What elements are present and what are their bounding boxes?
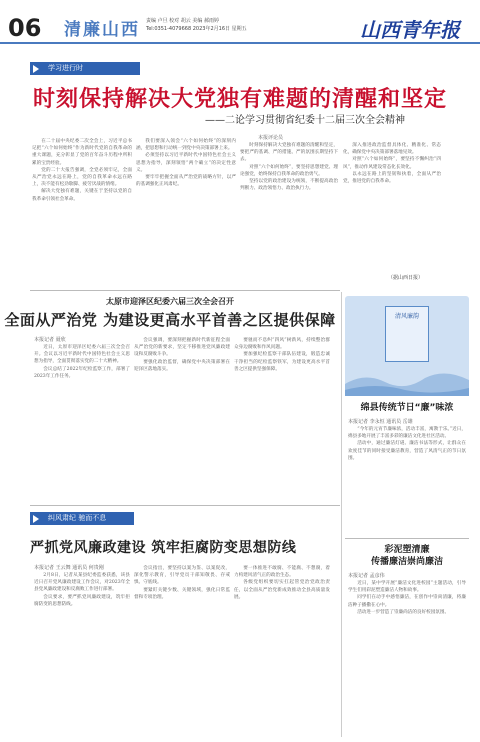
paragraph: 时刻保持解决大党独有难题的清醒和坚定，要把严的基调、严的措施、严的氛围长期坚持下去。	[240, 143, 338, 163]
triangle-icon	[33, 65, 39, 73]
sidebar-banner	[345, 296, 469, 396]
article-column	[348, 580, 466, 730]
article-column	[136, 138, 236, 285]
article-title-line2: 传播廉洁崇尚廉洁	[370, 557, 443, 567]
article-kicker: 太原市迎泽区纪委六届三次全会召开	[106, 297, 234, 306]
editors-line: 责编 卢旦 校对 胡云 美编 郝雨婷	[146, 18, 219, 24]
article-title: 严抓党风廉政建设 筑牢拒腐防变思想防线	[30, 540, 297, 556]
byline: 本报记者 聂欣	[34, 337, 66, 343]
subheadline: ——二论学习贯彻省纪委十二届三次全会精神	[205, 115, 405, 126]
paragraph: 以永远在路上的坚韧和执着，全面从严治党，推进党的自我革命。	[343, 171, 441, 185]
section-label	[30, 512, 134, 525]
byline: 本报记者 孟彦伟	[348, 573, 385, 579]
article-title: 全面从严治党 为建设更高水平首善之区提供保障	[4, 311, 336, 329]
article-column	[234, 565, 330, 732]
headline: 时刻保持解决大党独有难题的清醒和坚定	[32, 87, 447, 112]
byline: 本报记者 王云舞 通讯员 何贵刚	[34, 565, 104, 571]
section-label-text: 学习进行时	[48, 64, 83, 72]
newspaper-masthead: 山西青年报	[360, 18, 460, 42]
column-divider	[341, 292, 342, 737]
section-label-text: 纠风肃纪 驰而不息	[48, 514, 107, 522]
paragraph: 要加强纪检监察干部队伍建设，锻造忠诚干净担当的纪检监察铁军，为建设更高水平首善之区提供坚强保障。	[234, 352, 330, 372]
article-column	[240, 142, 338, 285]
column-name: 清廉山西	[64, 20, 140, 40]
article-title: 绵县传统节日“廉”味浓	[360, 403, 454, 413]
section-divider	[345, 538, 469, 539]
paragraph: 活动中，通过廉洁灯谜、廉洁书法等形式，让群众在欢度佳节的同时接受廉洁教育，营造了风清气正的节日氛围。	[348, 441, 466, 461]
byline: 本报评论员	[258, 135, 284, 141]
triangle-icon	[33, 515, 39, 523]
paragraph: 对照“六个如何始终”，要坚持思想建党、理论强党，始终保持自我革命的政治勇气。	[240, 164, 338, 177]
paragraph: 活动进一步营造了崇廉尚洁的良好校园氛围。	[357, 609, 450, 615]
decorative-landscape-icon	[345, 366, 469, 396]
article-column	[34, 572, 130, 732]
paragraph: 会议要求，要严抓党风廉政建设，筑牢拒腐防变的思想防线。	[34, 594, 130, 607]
contact-line: Tel:0351-4079668 2023年2月16日 星期五	[146, 26, 247, 32]
paragraph: 会议强调，要深刻把握新时代新征程全面从严治党的新要求，坚定不移推进党风廉政建设和反腐败斗争。	[134, 338, 230, 358]
paragraph: 近日，太原市迎泽区纪委六届三次全会召开。会议以习近平新时代中国特色社会主义思想为指导，全面贯彻落实党的二十大精神。	[34, 345, 130, 365]
paragraph: 要牢牢把握全面从严治党的战略方针，以严的基调强化正风肃纪。	[136, 175, 236, 188]
header-divider	[0, 42, 480, 44]
paragraph: 要一体推进不敢腐、不能腐、不想腐，着力构建风清气正的政治生态。	[234, 566, 330, 579]
paragraph: 必须坚持以习近平新时代中国特色社会主义思想为指导，深刻领悟“两个确立”的决定性意义。	[136, 153, 236, 173]
paragraph: 坚持以党的政治建设为统领，不断提高政治判断力、政治领悟力、政治执行力。	[240, 179, 338, 192]
article-column	[32, 138, 132, 285]
editor-info	[146, 17, 247, 33]
article-column	[343, 142, 441, 282]
paragraph: 会议总结了2022年纪检监察工作，部署了2023年工作任务。	[34, 366, 130, 379]
paragraph: 解决大党独有难题，关键在于坚持以党的自我革命引领社会革命。	[32, 189, 132, 202]
byline: 本报记者 李永恒 通讯员 岳雄	[348, 419, 413, 425]
paragraph: 对照“六个如何始终”，要坚持不懈纠治“四风”，推动作风建设常态化长效化。	[343, 157, 441, 170]
paragraph: 深入推进政治监督具体化、精准化、常态化，确保党中央决策部署落地见效。	[343, 143, 441, 156]
paragraph: 党的二十大报告强调，全党必须牢记，全面从严治党永远在路上，党的自我革命永远在路上，决不能有松劲歇脚、疲劳厌战的情绪。	[32, 167, 132, 188]
page-number: 06	[8, 14, 42, 42]
section-divider	[30, 505, 340, 506]
paragraph: 会议指出，要坚持以案为鉴、以案促改，深化警示教育，引导党员干部知敬畏、存戒惧、守底线。	[134, 566, 230, 586]
paragraph: 在二十届中央纪委二次全会上，习近平总书记把“六个如何始终”作为新时代党的自我革命的重大课题，充分彰显了党的百年奋斗历程中所积累的宝贵经验。	[32, 139, 132, 166]
article-column	[34, 344, 130, 484]
article-column	[134, 337, 230, 484]
section-divider	[30, 290, 340, 291]
paragraph: 要驰而不息纠“四风”树新风，持续整治群众身边腐败和作风问题。	[234, 338, 330, 351]
paragraph: 同学们在动手中感悟廉洁，在创作中崇尚清廉，将廉洁种子播撒在心中。	[348, 595, 466, 608]
paragraph: 要紧盯关键少数、关键领域，强化日常监督和专项治理。	[134, 587, 230, 600]
paragraph: “今年的元宵节廉味浓，活动丰富，寓教于乐。”近日，绵县多地开展了丰富多彩的廉洁文化进社区活动。	[348, 427, 466, 440]
article-title: 彩泥塑清廉	[384, 545, 430, 555]
paragraph: 2月8日，记者从某县纪委监委获悉，该县近日召开党风廉政建设工作会议，对2023年全县党风廉政建设和反腐败工作进行部署。	[34, 573, 130, 593]
article-column	[348, 426, 466, 536]
sidebar-label: 清风廉韵	[394, 313, 419, 320]
paragraph: 我们要深入领会“六个如何始终”的深刻内涵，把思想和行动统一到党中央决策部署上来。	[136, 139, 236, 152]
paragraph: 近日，某中学开展“廉洁文化进校园”主题活动，引导学生们用彩泥塑造廉洁人物和故事。	[348, 581, 466, 594]
page-header	[0, 0, 480, 44]
paragraph: 要强化政治监督，确保党中央决策部署在迎泽区落地落实。	[134, 359, 230, 372]
paragraph: 各级党组织要切实扛起管党治党政治责任，以全面从严治党新成效推动全县高质量发展。	[234, 580, 330, 600]
article-column	[234, 337, 330, 484]
article-source: （据山西日报）	[388, 275, 424, 281]
section-label	[30, 62, 140, 75]
article-column	[134, 565, 230, 732]
